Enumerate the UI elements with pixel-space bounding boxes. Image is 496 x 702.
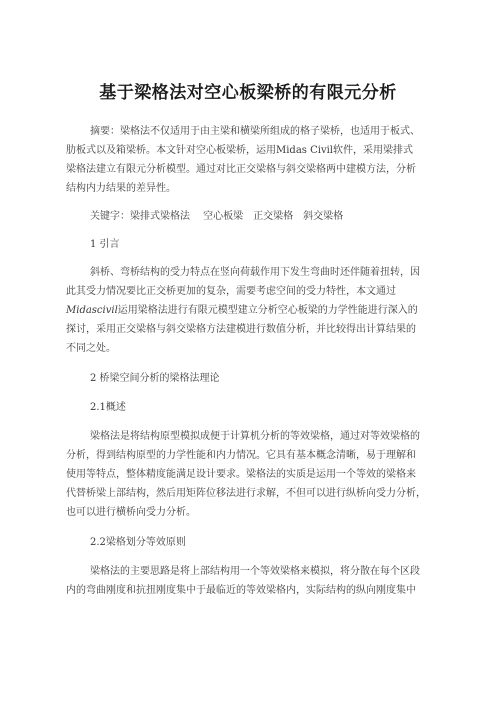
body-line: 探讨，采用正交梁格与斜交梁格方法建模进行数值分析，并比较得出计算结果的: [66, 324, 416, 335]
section-heading-2: 2 桥梁空间分析的梁格法理论: [90, 373, 220, 384]
keywords: 关键字：梁排式梁格法 空心板梁 正交梁格 斜交梁格: [90, 211, 344, 222]
body-line: 也可以进行横桥向受力分析。: [66, 507, 196, 518]
body-line: 不同之处。: [66, 343, 116, 354]
abstract-line: 摘要：梁格法不仅适用于由主梁和横梁所组成的格子梁桥，也适用于板式、: [90, 126, 420, 137]
section-heading-2-1: 2.1概述: [90, 402, 126, 413]
abstract-line: 肋板式以及箱梁桥。本文针对空心板梁桥，运用Midas Civil软件，采用梁排式: [66, 145, 414, 156]
body-line: 使用等特点，整体精度能满足设计要求。梁格法的实质是运用一个等效的梁格来: [66, 469, 416, 480]
body-line: 内的弯曲刚度和抗扭刚度集中于最临近的等效梁格内，实际结构的纵向刚度集中: [66, 585, 416, 596]
paper-title: 基于梁格法对空心板梁桥的有限元分析: [99, 83, 397, 103]
abstract-line: 梁格法建立有限元分析模型。通过对比正交梁格与斜交梁格两中建模方法，分析: [66, 164, 416, 175]
body-line: 分析，得到结构原型的力学性能和内力情况。它具有基本概念清晰，易于理解和: [66, 450, 416, 461]
abstract-line: 结构内力结果的差异性。: [66, 183, 176, 194]
section-heading-1: 1 引言: [90, 239, 120, 250]
body-line: 斜桥、弯桥结构的受力特点在竖向荷载作用下发生弯曲时还伴随着扭转，因: [90, 267, 420, 278]
body-line: 代替桥梁上部结构，然后用矩阵位移法进行求解，不但可以进行纵桥向受力分析，: [66, 488, 426, 499]
body-line: 梁格法是将结构原型模拟成便于计算机分析的等效梁格，通过对等效梁格的: [90, 431, 420, 442]
body-line: 梁格法的主要思路是将上部结构用一个等效梁格来模拟，将分散在每个区段: [90, 566, 420, 577]
body-line: Midascivil运用梁格法进行有限元模型建立分析空心板梁的力学性能进行深入的: [66, 305, 418, 316]
software-name: Midascivil: [66, 305, 118, 316]
body-line: 此其受力情况要比正交桥更加的复杂，需要考虑空间的受力特性，本文通过: [66, 286, 396, 297]
section-heading-2-2: 2.2梁格划分等效原则: [90, 537, 186, 548]
